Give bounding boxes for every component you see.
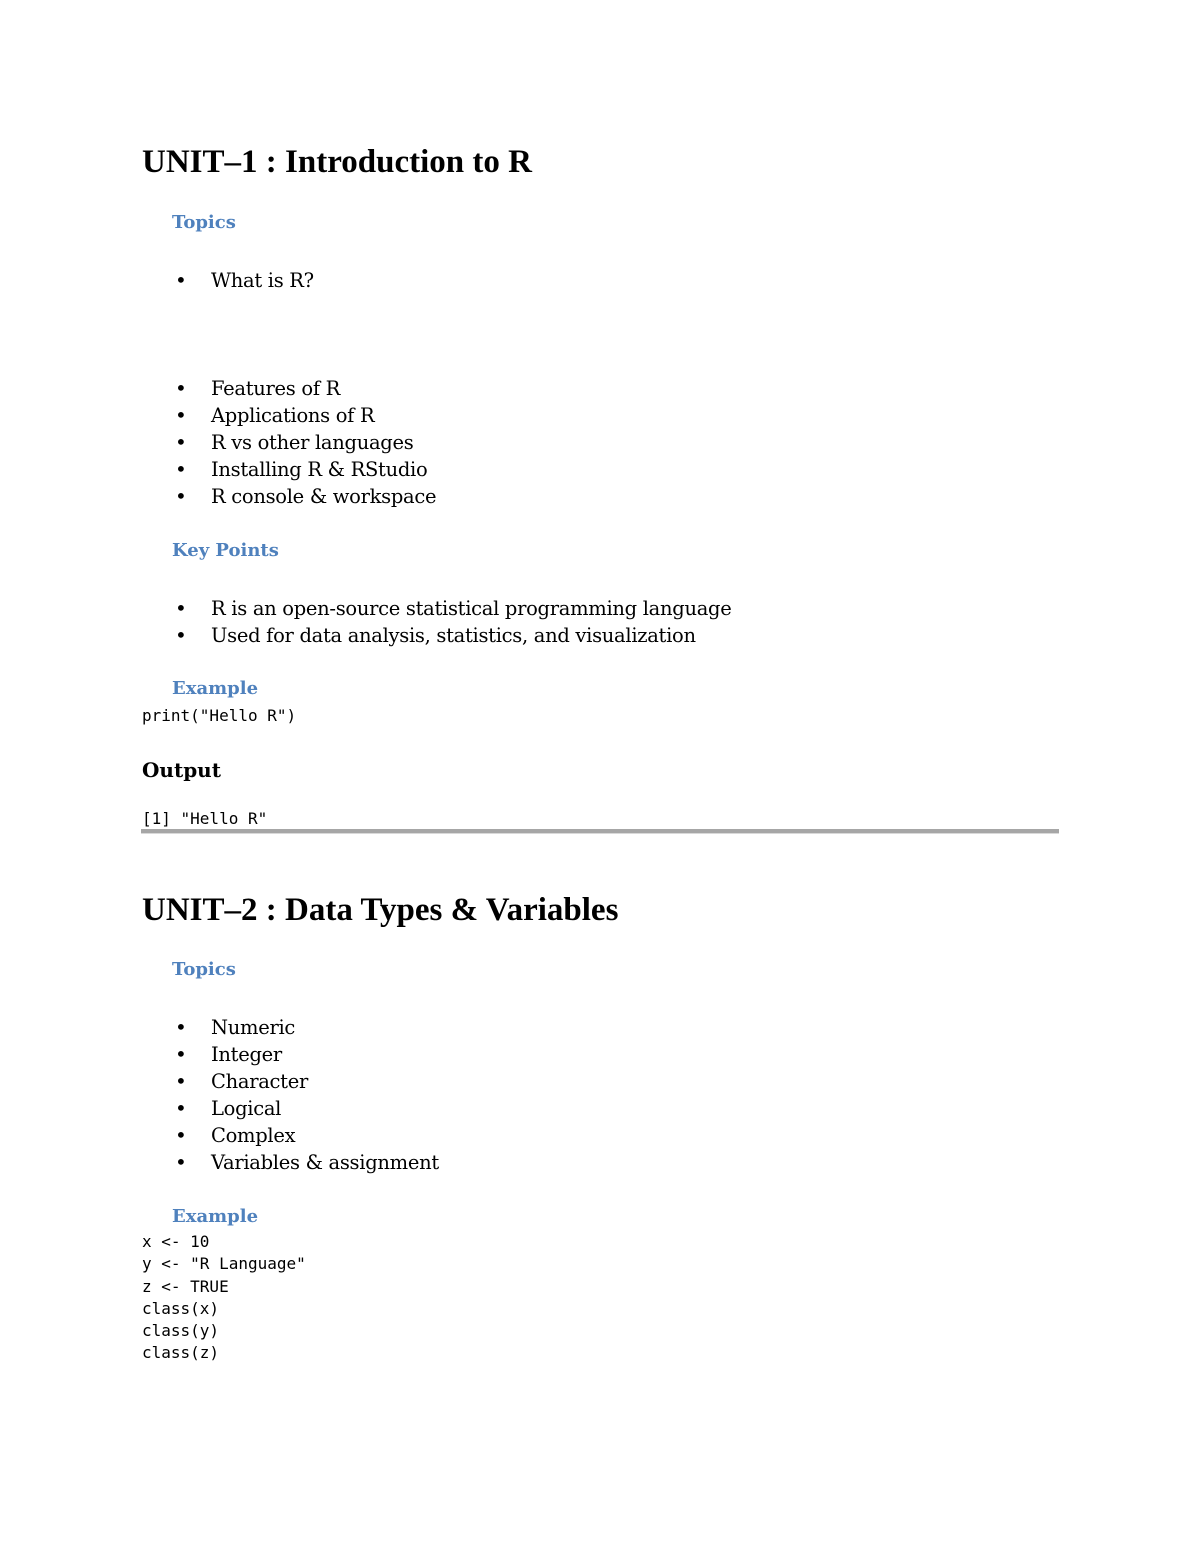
horizontal-divider xyxy=(141,829,1059,834)
code-line: class(y) xyxy=(142,1321,220,1341)
bullet-icon: • xyxy=(175,1069,187,1093)
bullet-icon: • xyxy=(175,268,187,292)
bullet-icon: • xyxy=(175,376,187,400)
code-line: class(z) xyxy=(142,1343,220,1363)
bullet-icon: • xyxy=(175,1123,187,1147)
unit-2-example-heading: Example xyxy=(172,1206,259,1227)
unit-1-example-code xyxy=(142,705,296,727)
bullet-icon: • xyxy=(175,430,187,454)
unit-1-example-heading: Example xyxy=(172,678,259,699)
unit-2-topics-heading: Topics xyxy=(172,959,236,980)
code-line: class(x) xyxy=(142,1298,220,1318)
code-line: z <- TRUE xyxy=(142,1276,229,1296)
unit-1-title: UNIT–1 : Introduction to R xyxy=(142,144,532,180)
unit-1-output-heading: Output xyxy=(142,758,221,782)
unit-1-topics-heading: Topics xyxy=(172,212,236,233)
bullet-icon: • xyxy=(175,1096,187,1120)
bullet-icon: • xyxy=(175,1042,187,1066)
code-line: print("Hello R") xyxy=(142,706,297,725)
code-line: x <- 10 xyxy=(142,1232,210,1251)
bullet-icon: • xyxy=(175,403,187,427)
bullet-icon: • xyxy=(175,484,187,508)
bullet-icon: • xyxy=(175,596,187,620)
unit-1-output-code xyxy=(142,808,267,830)
document-page: UNIT–1 : Introduction to R Topics • What is R? • Features of R • Applications of R • R vs other languages • Installing R & RStudio • R console & workspace Key Points • R is an open-source statistical programming language • Used for data analysis, statistics, and visualization Example print("Hello R") Output [1] "Hello R" UNIT–2 : Data Types & Variables Topics • Numeric • Integer • Character • Logical • Complex • Variables & assignment Example x <- 10 y <- "R Language" z <- TRUE class(x) class(y) class(z) xyxy=(0,0,1200,1553)
bullet-icon: • xyxy=(175,623,187,647)
bullet-icon: • xyxy=(175,1150,187,1174)
bullet-icon: • xyxy=(175,1015,187,1039)
code-line: y <- "R Language" xyxy=(142,1254,306,1274)
unit-2-title: UNIT–2 : Data Types & Variables xyxy=(142,892,619,928)
code-line: [1] "Hello R" xyxy=(142,809,268,828)
unit-1-key-points-heading: Key Points xyxy=(172,540,279,561)
bullet-icon: • xyxy=(175,457,187,481)
unit-2-example-code xyxy=(142,1231,306,1365)
